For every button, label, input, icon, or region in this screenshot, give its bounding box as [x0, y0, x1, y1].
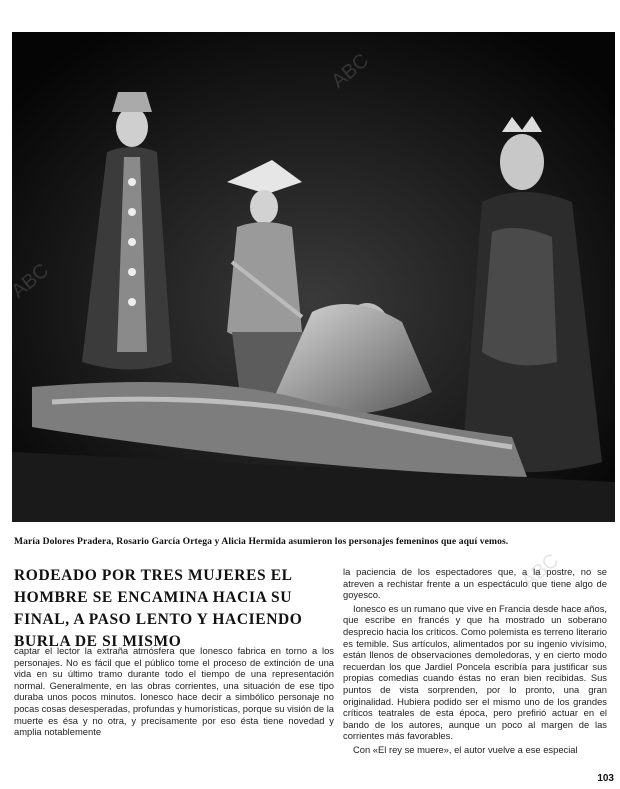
right-paragraph: Ionesco es un rumano que vive en Francia desde hace años, que escribe en francés y que ha mostrado un soberano desprecio hacia los críticos. Como polemista es terreno literario es temible. Sus artículos, alimentados por su ingenio vivísimo, están llenos de observaciones demoledoras, y en cierto modo recuerdan los que Jardiel Poncela escribía para justificar sus propias comedias cuando éstas no eran bien recibidas. Sus puntos de vista sorprenden, por lo pronto, una gran originalidad. Hubiera podido ser el mismo uno de los grandes críticos teatrales de esta época, pero prefirió actuar en el bando de los autores, aunque un poco al margen de las corrientes más favorables.	[343, 602, 607, 742]
stage-photo-illustration	[12, 32, 615, 522]
watermark: ABC	[517, 549, 564, 593]
watermark: ABC	[327, 49, 374, 93]
left-column	[14, 645, 334, 740]
top-margin	[0, 0, 620, 12]
left-paragraph: captar el lector la extraña atmósfera que Ionesco fabrica en torno a los personajes. No es fácil que el público tome el proceso de extinción de una vida en su último tramo durante todo el tiempo de una representación normal. Generalmente, en las obras corrientes, una situación de ese tipo duraba unos pocos minutos. Ionesco hace decir a simbólico personaje no pocas cosas desesperadas, profundas y humorísticas, porque su visión de la muerte es ésa y no otra, y precisamente por eso ésta tiene novedad y amplia notablemente	[14, 645, 334, 738]
page-number: 103	[597, 773, 614, 784]
right-column	[343, 566, 607, 758]
stage-photo	[12, 32, 615, 522]
photo-caption: María Dolores Pradera, Rosario García Ortega y Alicia Hermida asumieron los personajes femeninos que aquí vemos.	[14, 536, 509, 547]
right-paragraph: Con «El rey se muere», el autor vuelve a ese especial	[353, 743, 578, 755]
article-headline: RODEADO POR TRES MUJERES EL HOMBRE SE ENCAMINA HACIA SU FINAL, A PASO LENTO Y HACIENDO BURLA DE SI MISMO	[14, 567, 303, 650]
right-paragraph: la paciencia de los espectadores que, a la postre, no se atreven a rechistar frente a un espectáculo que tiene algo de goyesco.	[343, 566, 607, 601]
watermark: ABC	[7, 259, 54, 303]
